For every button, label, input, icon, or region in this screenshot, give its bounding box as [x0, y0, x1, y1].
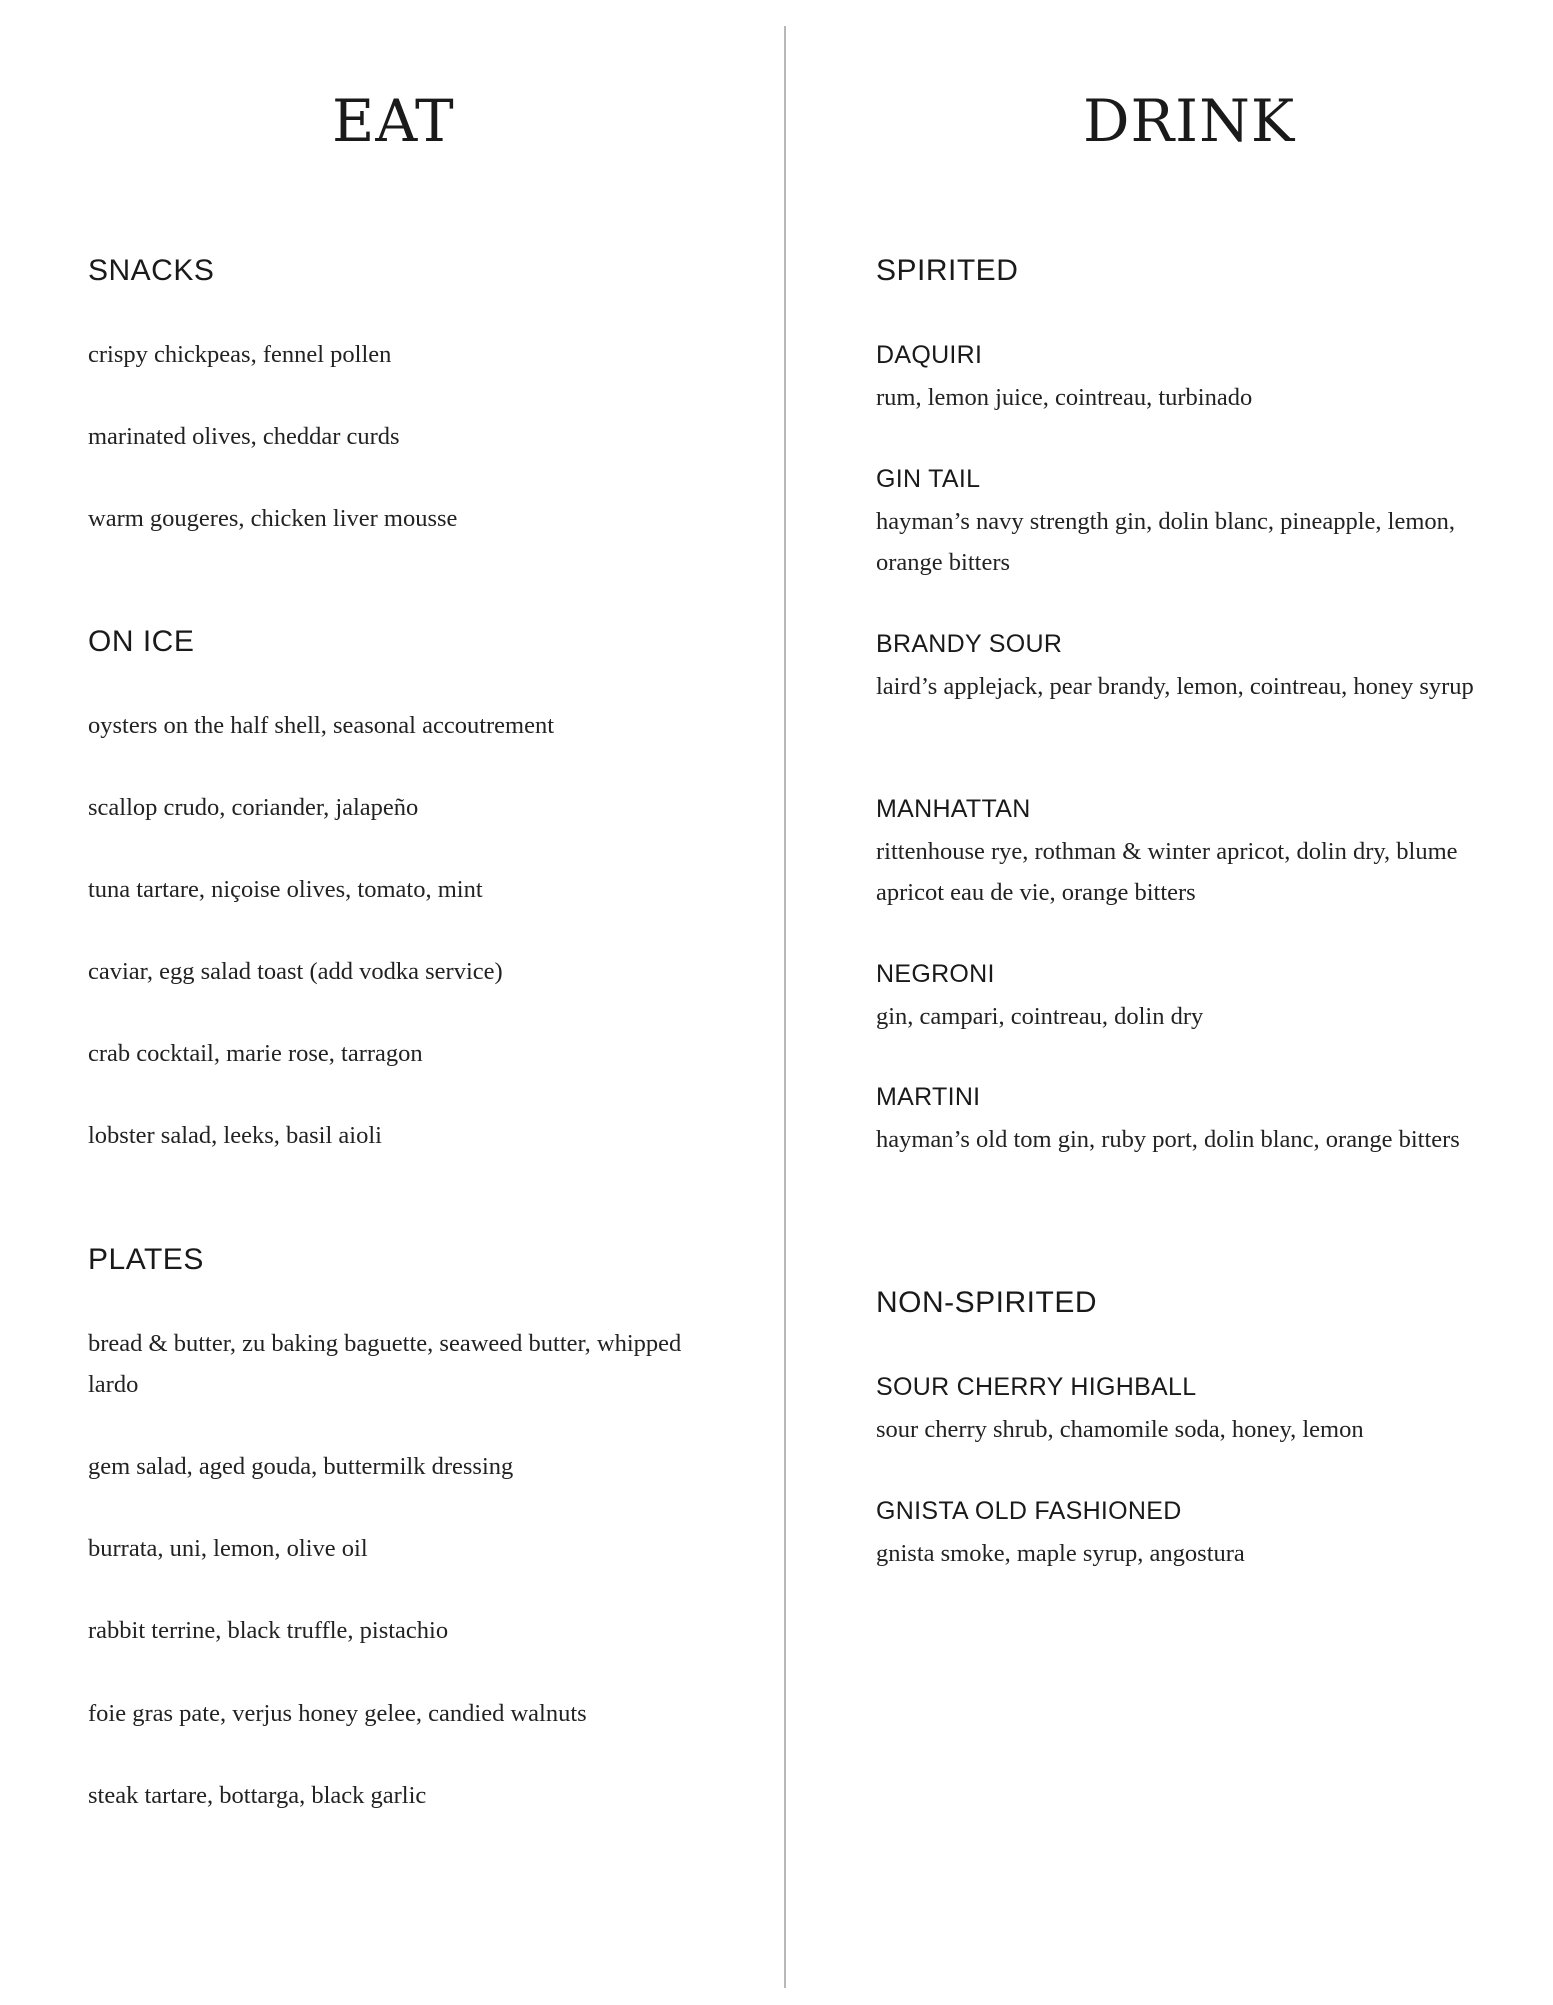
drink-item: [876, 629, 1516, 707]
menu-item: oysters on the half shell, seasonal accoutrement: [88, 712, 555, 739]
drink-item: [876, 1372, 1516, 1450]
drink-name: NEGRONI: [876, 960, 995, 988]
drink-description: hayman’s old tom gin, ruby port, dolin blanc, orange bitters: [876, 1126, 1460, 1153]
menu-item: rabbit terrine, black truffle, pistachio: [88, 1617, 449, 1644]
menu-item: marinated olives, cheddar curds: [88, 423, 400, 450]
drink-item: [876, 464, 1516, 583]
drink-name: SOUR CHERRY HIGHBALL: [876, 1373, 1197, 1401]
menu-item: lobster salad, leeks, basil aioli: [88, 1122, 382, 1149]
section-heading-spirited: SPIRITED: [876, 254, 1019, 287]
drink-name: MARTINI: [876, 1083, 981, 1111]
drink-description: rum, lemon juice, cointreau, turbinado: [876, 384, 1253, 411]
drink-name: MANHATTAN: [876, 795, 1031, 823]
menu-item: tuna tartare, niçoise olives, tomato, mint: [88, 876, 483, 903]
menu-item: scallop crudo, coriander, jalapeño: [88, 794, 419, 821]
menu-item: burrata, uni, lemon, olive oil: [88, 1535, 368, 1562]
drink-description: gnista smoke, maple syrup, angostura: [876, 1540, 1245, 1567]
menu-item: caviar, egg salad toast (add vodka service): [88, 958, 503, 985]
drink-name: BRANDY SOUR: [876, 630, 1063, 658]
menu-item: foie gras pate, verjus honey gelee, candied walnuts: [88, 1700, 587, 1727]
drink-name: DAQUIRI: [876, 341, 983, 369]
menu-item: steak tartare, bottarga, black garlic: [88, 1782, 427, 1809]
menu-item: warm gougeres, chicken liver mousse: [88, 505, 458, 532]
eat-title: EAT: [332, 87, 455, 155]
column-divider: [784, 26, 786, 1988]
drink-description: hayman’s navy strength gin, dolin blanc, pineapple, lemon, orange bitters: [876, 508, 1456, 576]
drink-title: DRINK: [1083, 87, 1296, 155]
menu-item: bread & butter, zu baking baguette, seaweed butter, whipped lardo: [88, 1330, 682, 1398]
drink-description: laird’s applejack, pear brandy, lemon, cointreau, honey syrup: [876, 673, 1474, 700]
drink-item: [876, 794, 1516, 913]
drink-item: [876, 1082, 1516, 1160]
section-heading-on-ice: ON ICE: [88, 625, 195, 658]
drink-item: [876, 340, 1516, 418]
menu-item: gem salad, aged gouda, buttermilk dressing: [88, 1453, 514, 1480]
drink-description: sour cherry shrub, chamomile soda, honey, lemon: [876, 1416, 1364, 1443]
menu-item: crab cocktail, marie rose, tarragon: [88, 1040, 423, 1067]
drink-item: [876, 1496, 1516, 1574]
section-heading-snacks: SNACKS: [88, 254, 215, 287]
menu-item: crispy chickpeas, fennel pollen: [88, 341, 392, 368]
drink-item: [876, 959, 1516, 1037]
drink-description: rittenhouse rye, rothman & winter apricot, dolin dry, blume apricot eau de vie, orange bitters: [876, 838, 1458, 906]
section-heading-non-spirited: NON-SPIRITED: [876, 1286, 1098, 1319]
drink-name: GNISTA OLD FASHIONED: [876, 1497, 1182, 1525]
drink-description: gin, campari, cointreau, dolin dry: [876, 1003, 1204, 1030]
section-heading-plates: PLATES: [88, 1243, 204, 1276]
drink-name: GIN TAIL: [876, 465, 981, 493]
